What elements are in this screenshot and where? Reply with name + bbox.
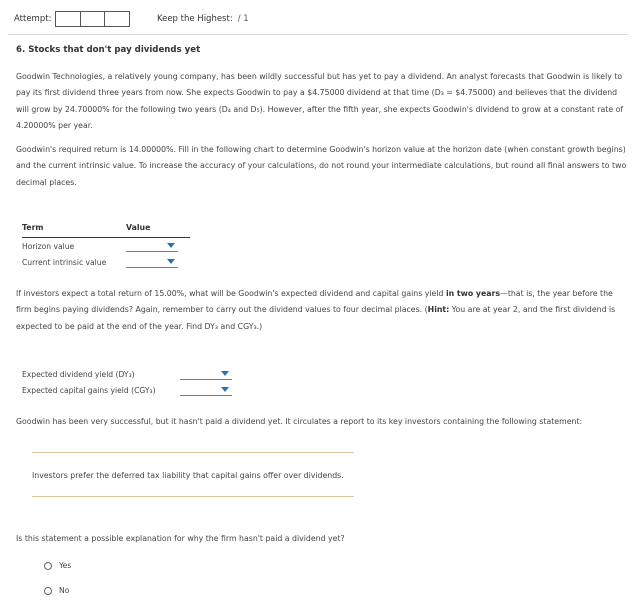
attempt-bar — [14, 9, 249, 29]
statement-intro: Goodwin has been very successful, but it hasn't paid a dividend yet. It circulates a report to its key investors containing the following statement: — [16, 417, 583, 426]
table-row — [22, 254, 190, 270]
keep-highest-value: / 1 — [237, 14, 249, 24]
yields-block — [22, 366, 232, 398]
table-header — [22, 223, 190, 238]
capital-gains-yield-dropdown[interactable] — [180, 384, 232, 396]
attempt-box-3 — [104, 11, 130, 27]
keep-highest-label: Keep the Highest: — [156, 14, 233, 24]
list-item — [22, 382, 232, 398]
table-row — [22, 238, 190, 254]
horizon-value-label: Horizon value — [22, 241, 75, 251]
valuation-table — [22, 223, 190, 270]
attempt-box-1 — [55, 11, 81, 27]
option-no[interactable] — [44, 586, 69, 595]
quote-top-divider — [32, 452, 354, 453]
yield-question-end: You are at year 2, and the first dividend is expected to be paid at the end of the year. Find DY₃ and CGY₃.) — [16, 305, 616, 331]
current-intrinsic-value-dropdown[interactable] — [126, 256, 178, 268]
capital-gains-yield-label: Expected capital gains yield (CGY₃) — [22, 385, 156, 395]
quote-bottom-divider — [32, 496, 354, 497]
explanation-question: Is this statement a possible explanation for why the firm hasn't paid a dividend yet? — [16, 534, 345, 543]
yield-question-start: If investors expect a total return of 15.00%, what will be Goodwin's expected dividend and capital gains yield — [16, 289, 446, 298]
radio-no[interactable] — [44, 587, 52, 595]
attempt-label: Attempt: — [14, 14, 52, 24]
option-yes-label: Yes — [59, 561, 72, 570]
list-item — [22, 366, 232, 382]
dividend-yield-dropdown[interactable] — [180, 368, 232, 380]
intro-paragraph: Goodwin Technologies, a relatively young company, has been wildly successful but has yet to pay a dividend. An analyst forecasts that Goodwin is likely to pay its first dividend three years from now. She expects Goodwin to pay a $4.75000 dividend at that time (D₃ = $4.75000) and believes that the dividend will grow by 24.70000% for the following two years (D₄ and D₅). However, after the fifth year, she expects Goodwin's dividend to grow at a constant rate of 4.20000% per year. — [16, 72, 624, 130]
instructions-paragraph: Goodwin's required return is 14.00000%. Fill in the following chart to determine Goodwin's horizon value at the horizon date (when constant growth begins) and the current intrinsic value. To increase the accuracy of your calculations, do not round your intermediate calculations, but round all final answers to two decimal places. — [16, 145, 627, 187]
current-intrinsic-value-label: Current intrinsic value — [22, 257, 107, 267]
term-column-header: Term — [22, 223, 44, 232]
investor-statement: Investors prefer the deferred tax liability that capital gains offer over dividends. — [32, 471, 344, 480]
option-no-label: No — [59, 586, 70, 595]
horizon-value-dropdown[interactable] — [126, 240, 178, 252]
yield-question-paragraph — [16, 286, 628, 335]
radio-yes[interactable] — [44, 562, 52, 570]
header-divider — [8, 34, 628, 35]
dividend-yield-label: Expected dividend yield (DY₃) — [22, 369, 135, 379]
yield-question-bold: in two years — [445, 289, 501, 298]
chevron-down-icon — [221, 387, 229, 392]
chevron-down-icon — [167, 243, 175, 248]
chevron-down-icon — [167, 259, 175, 264]
question-title: 6. Stocks that don't pay dividends yet — [16, 45, 201, 55]
value-column-header: Value — [126, 223, 151, 232]
attempt-box-2 — [80, 11, 106, 27]
chevron-down-icon — [221, 371, 229, 376]
yield-question-mid: —that is, the year before the firm begins paying dividends? Again, remember to carry out the dividend values to four decimal places. ( — [16, 289, 613, 315]
hint-label: Hint: — [427, 305, 450, 315]
option-yes[interactable] — [44, 561, 71, 570]
